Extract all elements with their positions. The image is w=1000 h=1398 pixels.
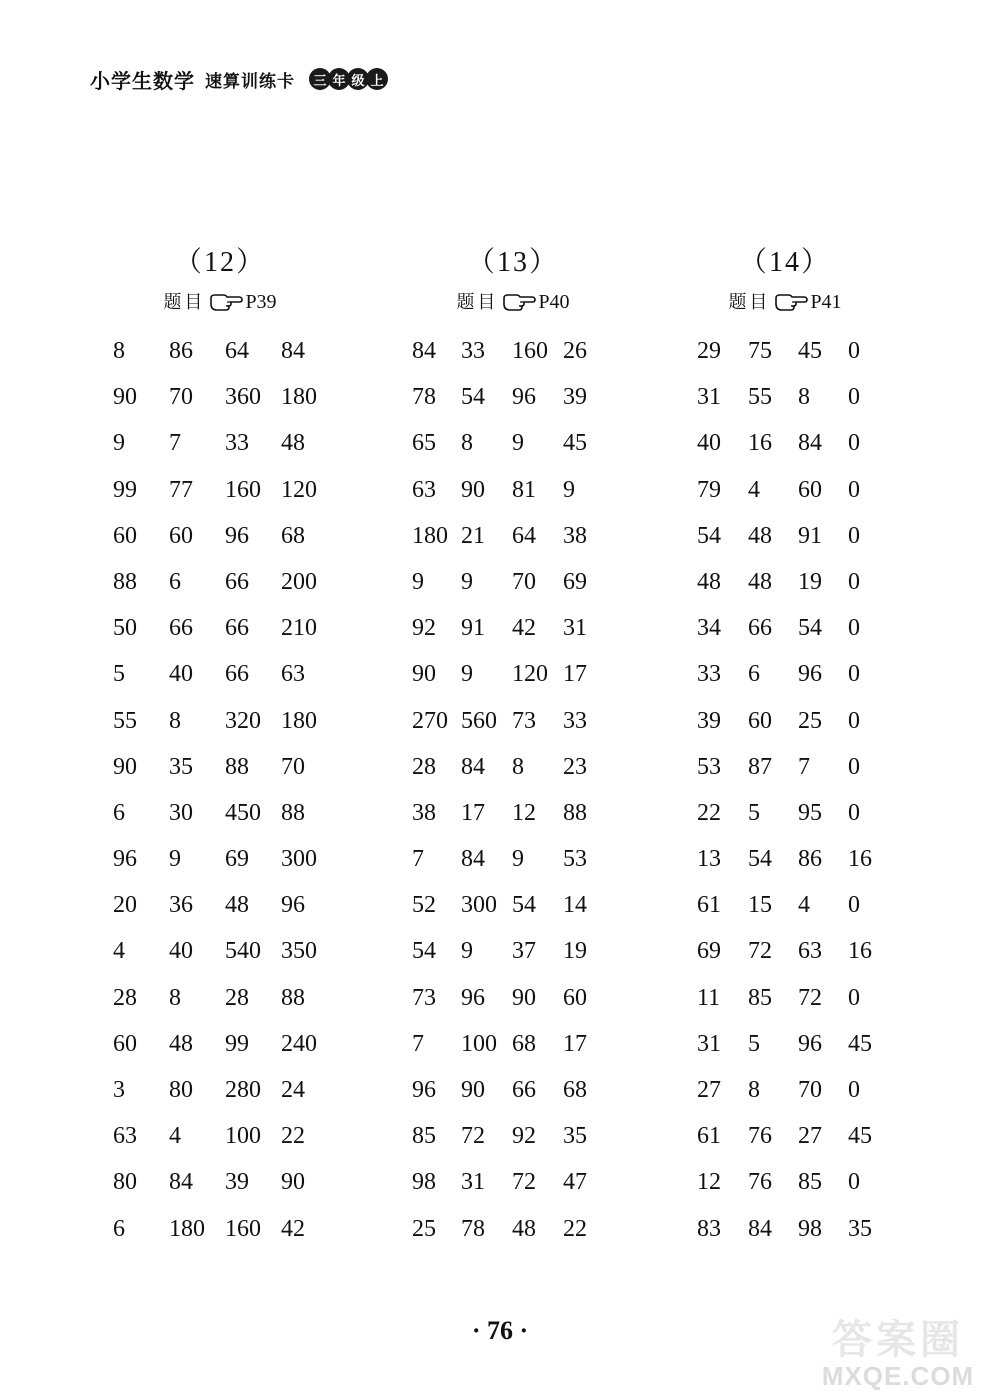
watermark-logo-text: 答案圈 xyxy=(832,1317,964,1363)
answer-value: 68 xyxy=(281,522,305,549)
answer-value: 38 xyxy=(563,522,587,549)
answer-value: 54 xyxy=(512,892,536,919)
answer-value: 47 xyxy=(563,1169,587,1196)
answer-value: 23 xyxy=(563,753,587,780)
answer-value: 72 xyxy=(512,1169,536,1196)
answer-value: 28 xyxy=(113,984,137,1011)
answer-value: 39 xyxy=(563,384,587,411)
answer-value: 90 xyxy=(461,1077,485,1103)
answer-value: 22 xyxy=(563,1215,587,1242)
answer-value: 100 xyxy=(461,1030,497,1057)
answer-value: 96 xyxy=(225,522,249,549)
answer-value: 66 xyxy=(225,615,249,642)
answer-value: 42 xyxy=(281,1215,305,1242)
answer-value: 9 xyxy=(512,846,524,873)
answer-value: 72 xyxy=(798,984,822,1011)
answer-value: 120 xyxy=(512,661,548,688)
answer-value: 7 xyxy=(412,846,424,873)
answer-value: 22 xyxy=(281,1123,305,1150)
answer-value: 70 xyxy=(169,384,193,411)
answer-value: 96 xyxy=(798,1030,822,1057)
answer-value: 31 xyxy=(461,1169,485,1196)
answer-value: 25 xyxy=(412,1215,436,1242)
answer-value: 66 xyxy=(225,568,249,595)
answer-value: 240 xyxy=(281,1030,317,1057)
answer-value: 83 xyxy=(697,1215,721,1242)
answer-value: 88 xyxy=(563,799,587,826)
answer-value: 90 xyxy=(281,1169,305,1196)
answer-value: 9 xyxy=(512,430,524,457)
answer-value: 100 xyxy=(225,1123,261,1150)
answer-value: 12 xyxy=(512,799,536,826)
answer-value: 13 xyxy=(697,846,721,873)
answer-value: 48 xyxy=(512,1215,536,1242)
answer-value: 160 xyxy=(512,338,548,364)
answer-value: 270 xyxy=(412,707,448,734)
answer-value: 90 xyxy=(461,476,485,503)
book-subtitle: 速算训练卡 xyxy=(205,71,295,92)
pointing-hand-icon xyxy=(502,292,536,318)
section-reference xyxy=(660,288,910,318)
answer-value: 66 xyxy=(225,661,249,688)
answer-value: 63 xyxy=(412,476,436,503)
answer-value: 300 xyxy=(461,892,497,919)
answer-value: 98 xyxy=(412,1169,436,1196)
answer-value: 84 xyxy=(169,1169,193,1196)
book-header xyxy=(90,62,385,96)
answer-value: 63 xyxy=(281,661,305,688)
answer-value: 36 xyxy=(169,892,193,919)
watermark-site-text: MXQE.COM xyxy=(821,1361,975,1391)
answer-value: 84 xyxy=(281,338,305,364)
answer-value: 27 xyxy=(697,1077,721,1103)
answer-value: 40 xyxy=(169,938,193,965)
answer-value: 96 xyxy=(412,1077,436,1103)
answer-value: 0 xyxy=(848,753,860,780)
answer-value: 8 xyxy=(169,984,181,1011)
answer-value: 38 xyxy=(412,799,436,826)
answer-value: 25 xyxy=(798,707,822,734)
answer-value: 200 xyxy=(281,568,317,595)
answer-value: 35 xyxy=(848,1215,872,1242)
answer-value: 39 xyxy=(697,707,721,734)
answer-value: 11 xyxy=(697,984,721,1011)
answer-value: 5 xyxy=(748,1030,760,1057)
answer-value: 72 xyxy=(748,938,772,965)
answer-value: 54 xyxy=(697,522,721,549)
reference-label: 题目 xyxy=(163,292,206,313)
answer-value: 30 xyxy=(169,799,193,826)
answer-value: 33 xyxy=(697,661,721,688)
answer-value: 90 xyxy=(512,984,536,1011)
answer-value: 68 xyxy=(563,1077,587,1103)
answer-value: 45 xyxy=(798,338,822,364)
answer-value: 85 xyxy=(748,984,772,1011)
answer-value: 6 xyxy=(748,661,760,688)
answer-value: 50 xyxy=(113,615,137,642)
answer-value: 19 xyxy=(563,938,587,965)
answer-value: 33 xyxy=(225,430,249,457)
answer-value: 39 xyxy=(225,1169,249,1196)
answer-value: 9 xyxy=(412,568,424,595)
answer-value: 35 xyxy=(169,753,193,780)
answer-value: 70 xyxy=(798,1077,822,1103)
answer-value: 77 xyxy=(169,476,193,503)
answer-value: 64 xyxy=(225,338,249,364)
answer-value: 9 xyxy=(461,661,473,688)
answer-value: 86 xyxy=(798,846,822,873)
answer-value: 69 xyxy=(697,938,721,965)
answer-value: 45 xyxy=(848,1030,872,1057)
answer-value: 29 xyxy=(697,338,721,364)
answer-value: 31 xyxy=(697,1030,721,1057)
answer-value: 54 xyxy=(412,938,436,965)
answer-value: 90 xyxy=(412,661,436,688)
reference-label: 题目 xyxy=(456,292,499,313)
answer-value: 80 xyxy=(113,1169,137,1196)
section-reference xyxy=(388,288,638,318)
answer-value: 17 xyxy=(461,799,485,826)
answer-value: 9 xyxy=(169,846,181,873)
answer-value: 7 xyxy=(798,753,810,780)
grade-char: 三 xyxy=(309,68,331,90)
answer-value: 9 xyxy=(113,430,125,457)
answer-value: 0 xyxy=(848,1169,860,1196)
answer-value: 31 xyxy=(563,615,587,642)
answer-value: 60 xyxy=(563,984,587,1011)
answer-value: 61 xyxy=(697,892,721,919)
answer-value: 99 xyxy=(113,476,137,503)
answer-value: 61 xyxy=(697,1123,721,1150)
answer-value: 65 xyxy=(412,430,436,457)
answer-value: 40 xyxy=(169,661,193,688)
answer-value: 0 xyxy=(848,892,860,919)
answer-value: 84 xyxy=(412,338,436,364)
answer-value: 54 xyxy=(461,384,485,411)
answer-value: 91 xyxy=(461,615,485,642)
answer-value: 16 xyxy=(848,938,872,965)
answer-value: 8 xyxy=(798,384,810,411)
answer-value: 75 xyxy=(748,338,772,364)
answer-value: 180 xyxy=(412,522,448,549)
grade-char: 上 xyxy=(366,68,388,90)
answer-value: 45 xyxy=(848,1123,872,1150)
answer-value: 3 xyxy=(113,1077,125,1103)
section-number: （13） xyxy=(466,247,559,278)
answer-value: 0 xyxy=(848,522,860,549)
answer-value: 0 xyxy=(848,430,860,457)
answer-value: 84 xyxy=(748,1215,772,1242)
answer-value: 55 xyxy=(748,384,772,411)
answer-value: 76 xyxy=(748,1169,772,1196)
answer-value: 60 xyxy=(748,707,772,734)
grade-char: 级 xyxy=(347,68,369,90)
answer-value: 53 xyxy=(563,846,587,873)
answer-value: 0 xyxy=(848,661,860,688)
answer-value: 5 xyxy=(748,799,760,826)
answer-value: 91 xyxy=(798,522,822,549)
answer-value: 60 xyxy=(798,476,822,503)
section-number: （14） xyxy=(738,247,831,278)
answer-value: 4 xyxy=(169,1123,181,1150)
answer-value: 68 xyxy=(512,1030,536,1057)
answer-value: 85 xyxy=(798,1169,822,1196)
reference-page: P40 xyxy=(538,291,570,313)
answer-value: 16 xyxy=(748,430,772,457)
answer-value: 0 xyxy=(848,568,860,595)
answer-value: 160 xyxy=(225,1215,261,1242)
answer-value: 42 xyxy=(512,615,536,642)
answer-value: 22 xyxy=(697,799,721,826)
answer-value: 0 xyxy=(848,1077,860,1103)
answer-value: 9 xyxy=(563,476,575,503)
answer-value: 24 xyxy=(281,1077,305,1103)
section-reference xyxy=(95,288,345,318)
answer-value: 9 xyxy=(461,938,473,965)
page-number: · 76 · xyxy=(471,1316,529,1345)
answer-value: 0 xyxy=(848,384,860,411)
answer-value: 0 xyxy=(848,984,860,1011)
grade-badge xyxy=(309,68,385,90)
answer-value: 16 xyxy=(848,846,872,873)
answer-value: 73 xyxy=(512,707,536,734)
answer-value: 34 xyxy=(697,615,721,642)
reference-label: 题目 xyxy=(728,292,771,313)
answer-value: 72 xyxy=(461,1123,485,1150)
answer-value: 78 xyxy=(412,384,436,411)
answer-value: 8 xyxy=(461,430,473,457)
answer-value: 0 xyxy=(848,476,860,503)
answer-value: 45 xyxy=(563,430,587,457)
answer-value: 180 xyxy=(169,1215,205,1242)
answer-value: 19 xyxy=(798,568,822,595)
answer-value: 120 xyxy=(281,476,317,503)
answer-value: 87 xyxy=(748,753,772,780)
answer-value: 0 xyxy=(848,615,860,642)
answer-value: 69 xyxy=(563,568,587,595)
answer-value: 54 xyxy=(798,615,822,642)
answer-value: 48 xyxy=(169,1030,193,1057)
answer-value: 4 xyxy=(798,892,810,919)
watermark xyxy=(808,1308,988,1391)
book-title: 小学生数学 xyxy=(90,68,195,93)
answer-value: 96 xyxy=(512,384,536,411)
answer-value: 55 xyxy=(113,707,137,734)
answer-value: 160 xyxy=(225,476,261,503)
answer-value: 8 xyxy=(113,338,125,364)
answer-value: 63 xyxy=(798,938,822,965)
answer-value: 88 xyxy=(281,984,305,1011)
answer-value: 53 xyxy=(697,753,721,780)
answer-value: 12 xyxy=(697,1169,721,1196)
answer-value: 33 xyxy=(461,338,485,364)
answer-value: 60 xyxy=(113,1030,137,1057)
answer-value: 63 xyxy=(113,1123,137,1150)
answer-value: 8 xyxy=(169,707,181,734)
answer-value: 66 xyxy=(748,615,772,642)
grade-char: 年 xyxy=(328,68,350,90)
answer-value: 96 xyxy=(461,984,485,1011)
answer-value: 84 xyxy=(461,846,485,873)
answer-value: 88 xyxy=(113,568,137,595)
answer-value: 33 xyxy=(563,707,587,734)
reference-page: P39 xyxy=(245,291,277,313)
answer-value: 88 xyxy=(281,799,305,826)
answer-value: 4 xyxy=(748,476,760,503)
answer-value: 66 xyxy=(512,1077,536,1103)
answer-value: 300 xyxy=(281,846,317,873)
answer-value: 48 xyxy=(748,568,772,595)
answer-value: 60 xyxy=(113,522,137,549)
answer-value: 26 xyxy=(563,338,587,364)
answer-value: 48 xyxy=(281,430,305,457)
answer-value: 7 xyxy=(412,1030,424,1057)
answer-value: 0 xyxy=(848,799,860,826)
answer-value: 450 xyxy=(225,799,261,826)
answer-value: 320 xyxy=(225,707,261,734)
answer-value: 69 xyxy=(225,846,249,873)
answer-value: 76 xyxy=(748,1123,772,1150)
answer-value: 79 xyxy=(697,476,721,503)
answer-value: 73 xyxy=(412,984,436,1011)
answer-value: 96 xyxy=(113,846,137,873)
answer-value: 28 xyxy=(412,753,436,780)
answer-value: 40 xyxy=(697,430,721,457)
answer-value: 540 xyxy=(225,938,261,965)
answer-value: 210 xyxy=(281,615,317,642)
answer-value: 15 xyxy=(748,892,772,919)
answer-value: 99 xyxy=(225,1030,249,1057)
answer-value: 70 xyxy=(281,753,305,780)
answer-value: 6 xyxy=(113,799,125,826)
answer-value: 96 xyxy=(281,892,305,919)
answer-value: 98 xyxy=(798,1215,822,1242)
answer-value: 84 xyxy=(461,753,485,780)
answer-value: 280 xyxy=(225,1077,261,1103)
answer-value: 6 xyxy=(169,568,181,595)
answer-value: 52 xyxy=(412,892,436,919)
answer-value: 17 xyxy=(563,1030,587,1057)
answer-value: 0 xyxy=(848,707,860,734)
answer-value: 27 xyxy=(798,1123,822,1150)
answer-value: 92 xyxy=(412,615,436,642)
answer-value: 64 xyxy=(512,522,536,549)
answer-value: 6 xyxy=(113,1215,125,1242)
answer-value: 0 xyxy=(848,338,860,364)
answer-value: 31 xyxy=(697,384,721,411)
answer-value: 20 xyxy=(113,892,137,919)
answer-value: 88 xyxy=(225,753,249,780)
answer-value: 48 xyxy=(748,522,772,549)
reference-page: P41 xyxy=(810,291,842,313)
answer-value: 48 xyxy=(225,892,249,919)
answer-value: 66 xyxy=(169,615,193,642)
answer-value: 180 xyxy=(281,707,317,734)
answer-value: 4 xyxy=(113,938,125,965)
answer-value: 9 xyxy=(461,568,473,595)
answer-value: 560 xyxy=(461,707,497,734)
answer-value: 92 xyxy=(512,1123,536,1150)
answer-value: 96 xyxy=(798,661,822,688)
section-number: （12） xyxy=(173,247,266,278)
answer-value: 84 xyxy=(798,430,822,457)
answer-value: 17 xyxy=(563,661,587,688)
answer-value: 86 xyxy=(169,338,193,364)
answer-value: 90 xyxy=(113,753,137,780)
answer-value: 8 xyxy=(512,753,524,780)
answer-value: 14 xyxy=(563,892,587,919)
answer-value: 37 xyxy=(512,938,536,965)
answer-value: 90 xyxy=(113,384,137,411)
answer-value: 80 xyxy=(169,1077,193,1103)
answer-value: 360 xyxy=(225,384,261,411)
pointing-hand-icon xyxy=(209,292,243,318)
answer-value: 54 xyxy=(748,846,772,873)
answer-value: 70 xyxy=(512,568,536,595)
answer-value: 60 xyxy=(169,522,193,549)
answer-value: 8 xyxy=(748,1077,760,1103)
answer-value: 95 xyxy=(798,799,822,826)
answer-value: 7 xyxy=(169,430,181,457)
answer-value: 85 xyxy=(412,1123,436,1150)
answer-value: 48 xyxy=(697,568,721,595)
pointing-hand-icon xyxy=(774,292,808,318)
answer-value: 81 xyxy=(512,476,536,503)
answer-value: 28 xyxy=(225,984,249,1011)
answer-value: 21 xyxy=(461,522,485,549)
answer-value: 35 xyxy=(563,1123,587,1150)
answer-value: 78 xyxy=(461,1215,485,1242)
answer-value: 350 xyxy=(281,938,317,965)
answer-value: 180 xyxy=(281,384,317,411)
answer-value: 5 xyxy=(113,661,125,688)
